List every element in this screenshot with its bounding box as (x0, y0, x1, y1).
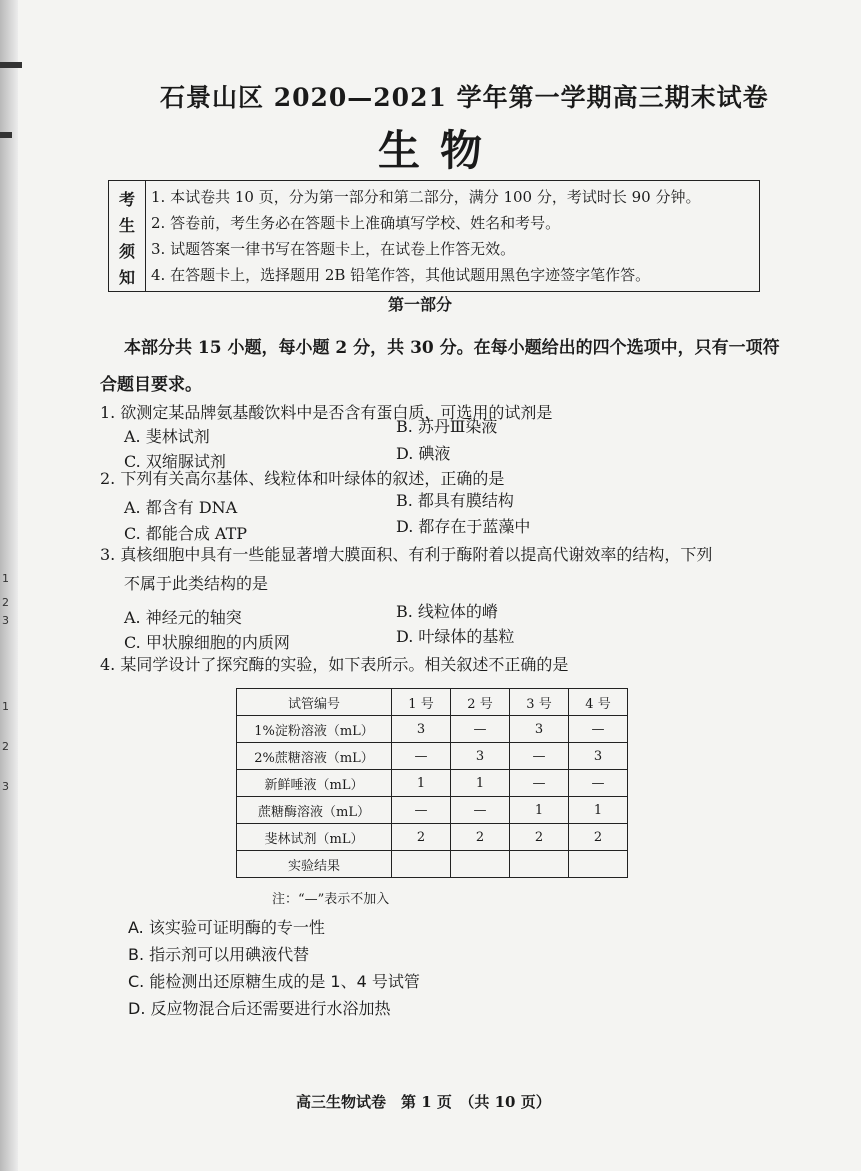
option: D. 叶绿体的基粒 (396, 627, 515, 646)
table-cell: 3 (392, 716, 451, 743)
notice-label-char: 知 (119, 268, 136, 287)
margin-number: 3 (2, 780, 9, 793)
section-intro: 本部分共 15 小题，每小题 2 分，共 30 分。在每小题给出的四个选项中，只有一项符 (124, 338, 780, 358)
table-cell: — (392, 743, 451, 770)
edge-mark (0, 62, 22, 68)
table-cell: 2%蔗糖溶液（mL） (237, 743, 392, 770)
table-row (237, 743, 628, 770)
option: A. 该实验可证明酶的专一性 (128, 918, 325, 937)
option: D. 都存在于蓝藻中 (396, 517, 531, 536)
table-cell: 2 (451, 824, 510, 851)
table-cell: — (451, 797, 510, 824)
notice-label-char: 考 (119, 190, 136, 209)
table-cell: — (451, 716, 510, 743)
table-cell: — (569, 716, 628, 743)
table-cell: 3 (510, 716, 569, 743)
margin-number: 1 (2, 700, 9, 713)
table-cell: 1 (510, 797, 569, 824)
option: B. 苏丹Ⅲ染液 (396, 417, 498, 436)
table-cell: 2 (569, 824, 628, 851)
table-cell: 斐林试剂（mL） (237, 824, 392, 851)
table-row (237, 824, 628, 851)
notice-item: 1. 本试卷共 10 页，分为第一部分和第二部分，满分 100 分，考试时长 90 分钟。 (151, 188, 701, 206)
option: C. 双缩脲试剂 (124, 452, 226, 471)
option: D. 碘液 (396, 444, 451, 463)
section-title: 第一部分 (388, 295, 453, 314)
table-cell: 2 (392, 824, 451, 851)
question-stem: 3. 真核细胞中具有一些能显著增大膜面积、有利于酶附着以提高代谢效率的结构，下列 (100, 545, 713, 564)
table-header-cell: 1 号 (392, 689, 451, 716)
table-row (237, 797, 628, 824)
table-header-cell: 3 号 (510, 689, 569, 716)
table-cell: 蔗糖酶溶液（mL） (237, 797, 392, 824)
table-header-row (237, 689, 628, 716)
subject-title: 生物 (378, 126, 503, 175)
option: B. 都具有膜结构 (396, 491, 514, 510)
page-footer: 高三生物试卷 第 1 页 （共 10 页） (296, 1093, 551, 1111)
question-stem-continued: 不属于此类结构的是 (124, 574, 269, 593)
page-edge-shadow (0, 0, 18, 1171)
table-cell: 3 (451, 743, 510, 770)
experiment-table (236, 688, 628, 878)
table-cell: 1%淀粉溶液（mL） (237, 716, 392, 743)
margin-number: 3 (2, 614, 9, 627)
option: B. 线粒体的嵴 (396, 602, 498, 621)
table-cell (451, 851, 510, 878)
table-cell: — (392, 797, 451, 824)
table-cell (510, 851, 569, 878)
question-stem: 1. 欲测定某品牌氨基酸饮料中是否含有蛋白质，可选用的试剂是 (100, 403, 553, 422)
notice-item: 4. 在答题卡上，选择题用 2B 铅笔作答，其他试题用黑色字迹签字笔作答。 (151, 266, 651, 284)
notice-label-char: 生 (119, 216, 136, 235)
table-cell: — (510, 743, 569, 770)
notice-item: 2. 答卷前，考生务必在答题卡上准确填写学校、姓名和考号。 (151, 214, 561, 232)
option: D. 反应物混合后还需要进行水浴加热 (128, 999, 391, 1018)
option: C. 都能合成 ATP (124, 524, 248, 543)
table-cell: 新鲜唾液（mL） (237, 770, 392, 797)
table-row (237, 716, 628, 743)
option: C. 甲状腺细胞的内质网 (124, 633, 290, 652)
option: A. 都含有 DNA (124, 498, 238, 517)
question-stem: 2. 下列有关高尔基体、线粒体和叶绿体的叙述，正确的是 (100, 469, 505, 488)
exam-title: 石景山区 2020—2021 学年第一学期高三期末试卷 (160, 83, 769, 112)
table-row (237, 851, 628, 878)
table-cell: 2 (510, 824, 569, 851)
table-cell: 1 (569, 797, 628, 824)
table-header-cell: 4 号 (569, 689, 628, 716)
option: A. 斐林试剂 (124, 427, 210, 446)
notice-label (109, 181, 146, 291)
table-cell: 实验结果 (237, 851, 392, 878)
margin-number: 2 (2, 596, 9, 609)
table-cell: 1 (451, 770, 510, 797)
table-note: 注：“—”表示不加入 (272, 892, 390, 907)
margin-number: 2 (2, 740, 9, 753)
question-stem: 4. 某同学设计了探究酶的实验，如下表所示。相关叙述不正确的是 (100, 655, 569, 674)
table-row (237, 770, 628, 797)
table-header-cell: 试管编号 (237, 689, 392, 716)
table-cell: — (569, 770, 628, 797)
option: B. 指示剂可以用碘液代替 (128, 945, 310, 964)
table-cell (392, 851, 451, 878)
table-cell (569, 851, 628, 878)
table-cell: — (510, 770, 569, 797)
notice-label-char: 须 (119, 242, 136, 261)
section-intro-continued: 合题目要求。 (100, 375, 202, 395)
option: A. 神经元的轴突 (124, 608, 242, 627)
notice-box (108, 180, 760, 292)
table-cell: 3 (569, 743, 628, 770)
option: C. 能检测出还原糖生成的是 1、4 号试管 (128, 972, 420, 991)
margin-number: 1 (2, 572, 9, 585)
table-cell: 1 (392, 770, 451, 797)
notice-item: 3. 试题答案一律书写在答题卡上，在试卷上作答无效。 (151, 240, 516, 258)
edge-mark (0, 132, 12, 138)
table-header-cell: 2 号 (451, 689, 510, 716)
